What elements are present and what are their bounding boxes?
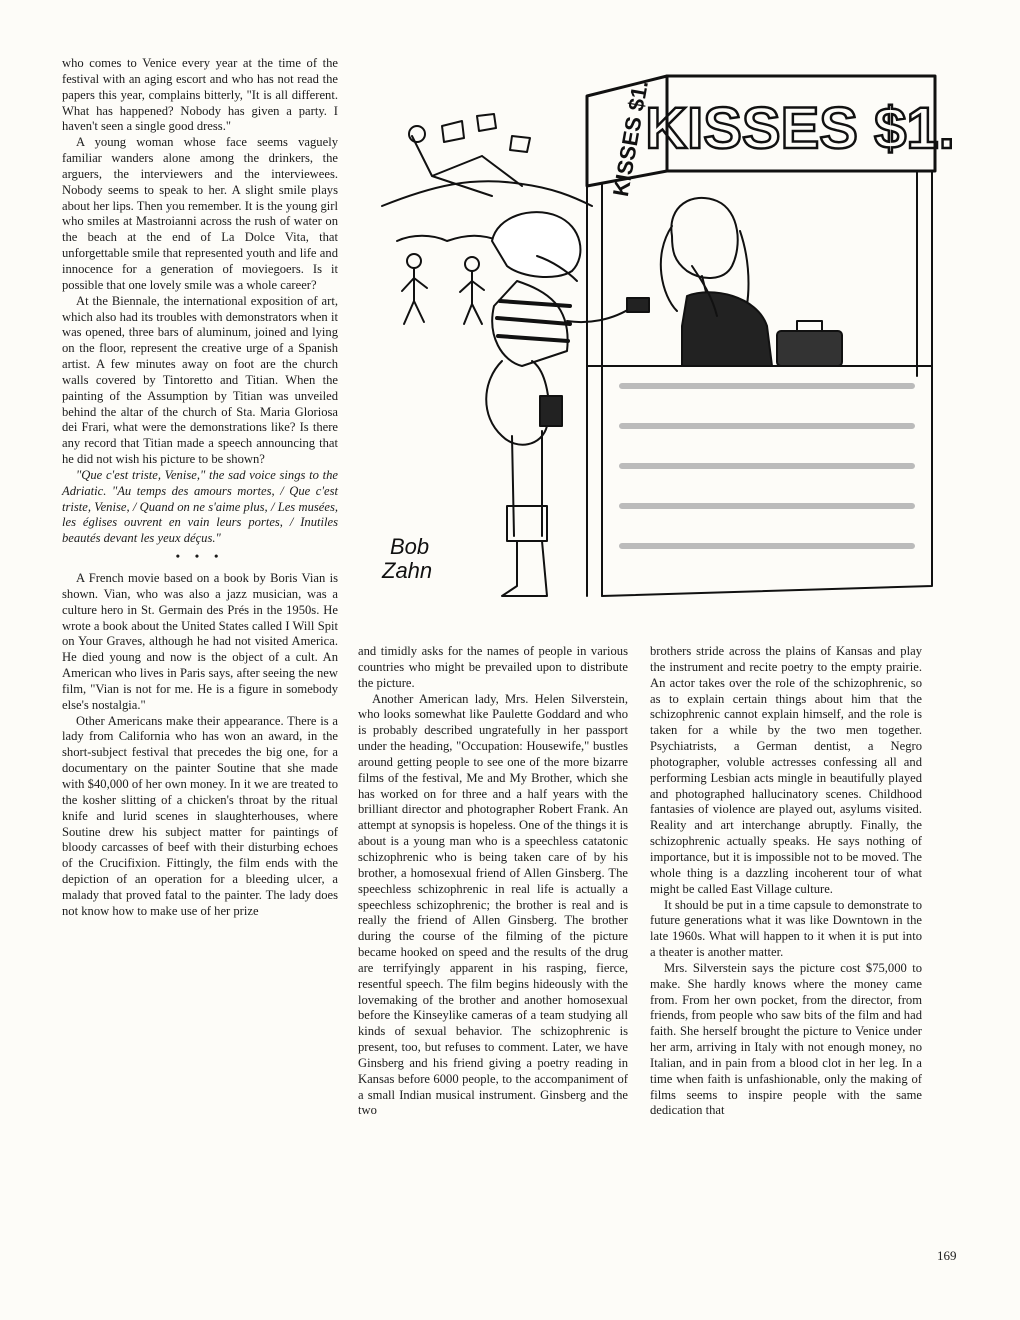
paragraph: A young woman whose face seems vaguely familiar wanders alone among the drinkers, the arguers, the interviewers and the interviewees. Nobody seems to speak to her. A slight smile plays about her lips. Then you remember. It is the young girl who smiles at Mastroianni across the rush of water on the beach at the end of La Dolce Vita, that unforgettable smile that represented youth and life and innocence for a generation of moviegoers. Is it possible that one lovely smile was a whole career? bbox=[62, 135, 338, 292]
customer-woman-drawing bbox=[486, 212, 649, 596]
booth-sign-side: KISSES $1. bbox=[607, 78, 653, 199]
booth-girl-drawing bbox=[661, 198, 772, 366]
paragraph: who comes to Venice every year at the time of the festival with an aging escort and who has not read the papers this year, complains bitterly, "It is all different. What has happened? Nobody has given a party. I haven't seen a single good dress." bbox=[62, 56, 338, 134]
article-column-3 bbox=[650, 644, 922, 1119]
article-column-2 bbox=[358, 644, 628, 1119]
article-column-1 bbox=[62, 56, 338, 920]
kissing-booth-cartoon bbox=[372, 66, 962, 626]
background-people-drawing bbox=[402, 254, 484, 324]
paragraph: Mrs. Silverstein says the picture cost $75,000 to make. She hardly knows where the money came from. From her own pocket, from the director, from friends, from people who saw bits of the film and had faith. She herself brought the picture to Venice under her arm, arriving in Italy with not enough money, no Italian, and in pain from a blood clot in her leg. In a time when faith is unfashionable, only the making of films seems to inspire people with the same dedication that bbox=[650, 960, 922, 1118]
paragraph: Other Americans make their appearance. There is a lady from California who has won an award, in the short-subject festival that precedes the big one, for a documentary on the painter Soutine that she made with $40,000 of her own money. In it we are treated to the kosher slitting of a chicken's throat by the ritual knife and lurid scenes in slaughterhouses, where Soutine drew his subject matter for paintings of bloody carcasses of beef with their disturbing echoes of the Crucifixion. Fittingly, the film ends with the depiction of an operation for a bleeding ulcer, a malady that proved fatal to the painter. The lady does not know how to make use of her prize bbox=[62, 713, 338, 918]
section-break: • • • bbox=[175, 549, 225, 564]
artist-signature-last: Zahn bbox=[382, 558, 433, 583]
paragraph: A French movie based on a book by Boris Vian is shown. Vian, who was also a jazz musician, was a culture hero in St. Germain des Prés in the 1950s. He wrote a book about the United States called I Will Spit on Your Graves, although he had not visited America. He died young and now is the object of a cult. An American who lives in Paris says, after seeing the new film, "Vian is not for me. He is a figure in somebody else's nostalgia." bbox=[62, 571, 338, 712]
paragraph: and timidly asks for the names of people in various countries who might be prevailed upon to distribute the picture. bbox=[358, 644, 628, 690]
booth-sign-main: KISSES $1. bbox=[645, 96, 955, 161]
artist-signature-first: Bob bbox=[390, 534, 430, 559]
paragraph: Another American lady, Mrs. Helen Silverstein, who looks somewhat like Paulette Goddard and who is probably described ungratefully in her passport under the heading, "Occupation: Housewife," bustles around getting people to see one of the more bizarre films of the festival, Me and My Brother, which she has worked on for three and a half years with the brilliant director and photographer Robert Frank. An attempt at synopsis is hopeless. One of the things it is about is a young man who is a speechless catatonic schizophrenic who is being taken care of by his brother, a homosexual friend of Allen Ginsberg. The speechless schizophrenic in real life is actually a speechless schizophrenic; the brother is real and is really the friend of Allen Ginsberg. The brother during the course of the filming of the picture became hooked on speed and the results of the drug are terrifyingly apparent in his rasping, fierce, resentful speech. The film begins hideously with the lovemaking of the brother and another homosexual before the Kinseylike cameras of a team studying all kinds of sexual behavior. The schizophrenic is present, too, but refuses to comment. Later, we have Ginsberg and his friend giving a poetry reading in Kansas before 6000 people, to the accompaniment of a small Indian musical instrument. Ginsberg and the two bbox=[358, 691, 628, 1118]
paragraph: At the Biennale, the international exposition of art, which also had its troubles with demonstrators when it was opened, three bars of aluminum, joined and lying on the floor, represent the creative urge of a Spanish artist. A few minutes away on foot are the church walls covered by Tintoretto and Titian. When the painting of the Assumption by Titian was unveiled behind the altar of the church of Sta. Maria Gloriosa dei Frari, what were the demonstrations like? Is there any record that Titian made a speech announcing that he did not wish his picture to be shown? bbox=[62, 293, 338, 467]
song-lyrics-paragraph: "Que c'est triste, Venise," the sad voice sings to the Adriatic. "Au temps des amours mortes, / Que c'est triste, Venise, / Quand on ne s'aime plus, / Les musées, les églises ouvrent en vain leurs portes, / Inutiles beautés devant les yeux déçus." bbox=[62, 467, 338, 546]
paragraph: brothers stride across the plains of Kansas and play the instrument and recite poetry to the empty prairie. An actor takes over the role of the schizophrenic, so as to explain certain things about him that the schizophrenic cannot explain himself, and the role is taken for a while by the two men together. Psychiatrists, a German dentist, a Negro photographer, voluble actresses confessing all and performing Lesbian acts mingle in beautifully played and photographed hallucinatory scenes. Childhood fantasies of violence are played out, asylums visited. Reality and art interchange abruptly. Finally, the schizophrenic actually speaks. He says nothing of importance, but it is impossible not to be moved. The whole thing is a dazzling incoherent tour of what might be called East Village culture. bbox=[650, 644, 922, 896]
page-number: 169 bbox=[937, 1248, 957, 1263]
paragraph: It should be put in a time capsule to demonstrate to future generations what it was like Downtown in the late 1960s. What will happen to it when it is put into a theater is another matter. bbox=[650, 897, 922, 960]
